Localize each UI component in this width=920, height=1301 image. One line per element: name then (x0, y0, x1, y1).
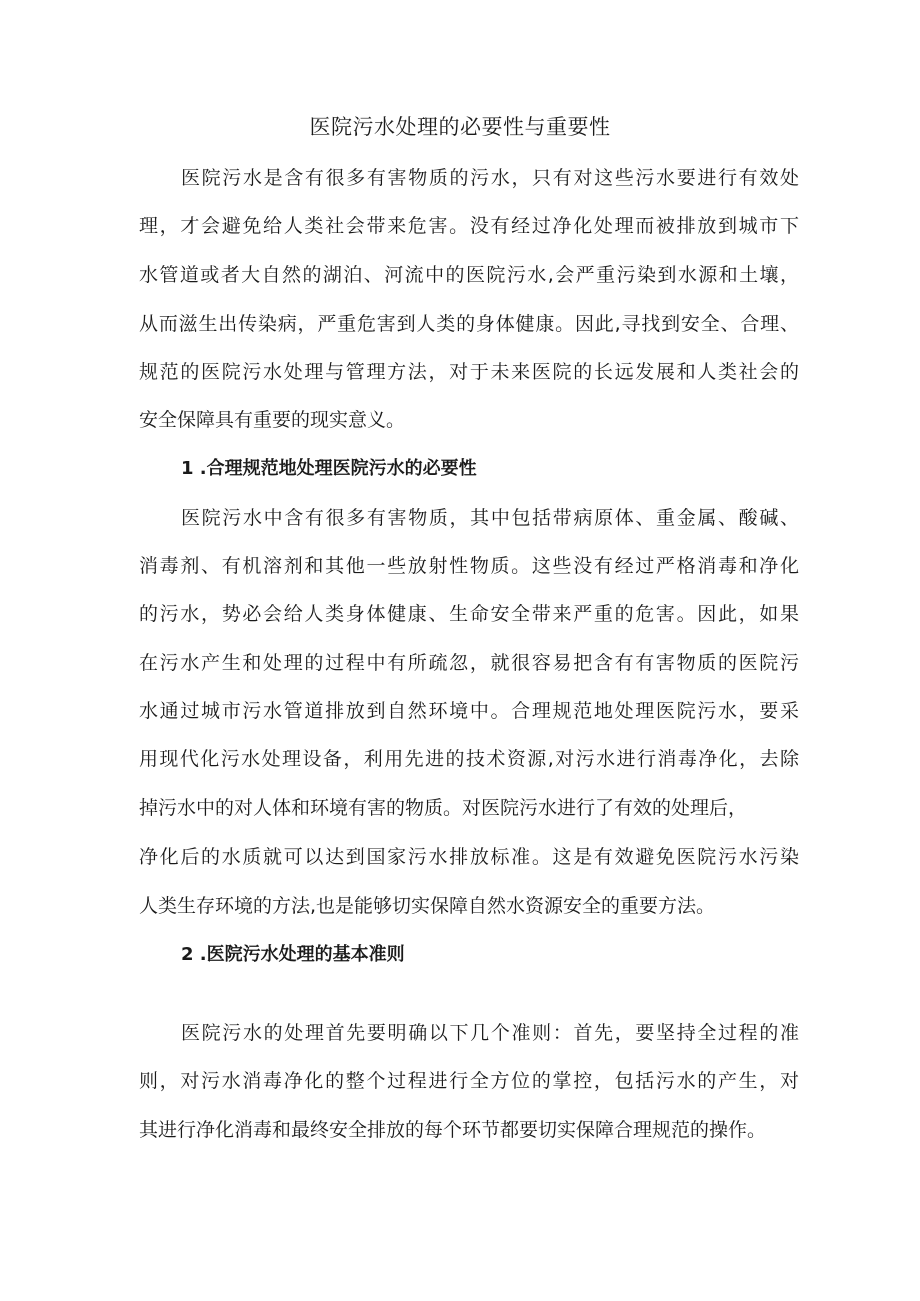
intro-line: 安全保障具有重要的现实意义。 (139, 409, 406, 431)
section1-line: 净化后的水质就可以达到国家污水排放标准。这是有效避免医院污水污染 (139, 846, 799, 868)
intro-line: 从而滋生出传染病，严重危害到人类的身体健康。因此,寻找到安全、合理、 (139, 313, 799, 335)
section1-line: 的污水，势必会给人类身体健康、生命安全带来严重的危害。因此，如果 (139, 603, 799, 625)
document-title: 医院污水处理的必要性与重要性 (309, 115, 611, 139)
section1-line: 用现代化污水处理设备，利用先进的技术资源,对污水进行消毒净化，去除 (139, 748, 799, 770)
section1-line: 水通过城市污水管道排放到自然环境中。合理规范地处理医院污水，要采 (139, 700, 799, 722)
section2-line: 医院污水的处理首先要明确以下几个准则：首先，要坚持全过程的准 (181, 1022, 799, 1044)
section1-line: 人类生存环境的方法,也是能够切实保障自然水资源安全的重要方法。 (139, 895, 716, 917)
section-heading-2: 2 .医院污水处理的基本准则 (181, 944, 405, 965)
section1-line: 医院污水中含有很多有害物质，其中包括带病原体、重金属、酸碱、 (181, 507, 799, 529)
section1-line: 消毒剂、有机溶剂和其他一些放射性物质。这些没有经过严格消毒和净化 (139, 555, 799, 577)
intro-line: 规范的医院污水处理与管理方法，对于未来医院的长远发展和人类社会的 (139, 361, 799, 383)
section2-line: 其进行净化消毒和最终安全排放的每个环节都要切实保障合理规范的操作。 (139, 1119, 767, 1141)
section-heading-1: 1 .合理规范地处理医院污水的必要性 (181, 458, 477, 479)
section2-line: 则，对污水消毒净化的整个过程进行全方位的掌控，包括污水的产生，对 (139, 1070, 799, 1092)
intro-line: 医院污水是含有很多有害物质的污水，只有对这些污水要进行有效处 (181, 167, 799, 189)
section1-line: 在污水产生和处理的过程中有所疏忽，就很容易把含有有害物质的医院污 (139, 652, 799, 674)
intro-line: 水管道或者大自然的湖泊、河流中的医院污水,会严重污染到水源和土壤， (139, 264, 799, 286)
intro-line: 理，才会避免给人类社会带来危害。没有经过净化处理而被排放到城市下 (139, 215, 799, 237)
section1-line: 掉污水中的对人体和环境有害的物质。对医院污水进行了有效的处理后， (139, 797, 748, 819)
